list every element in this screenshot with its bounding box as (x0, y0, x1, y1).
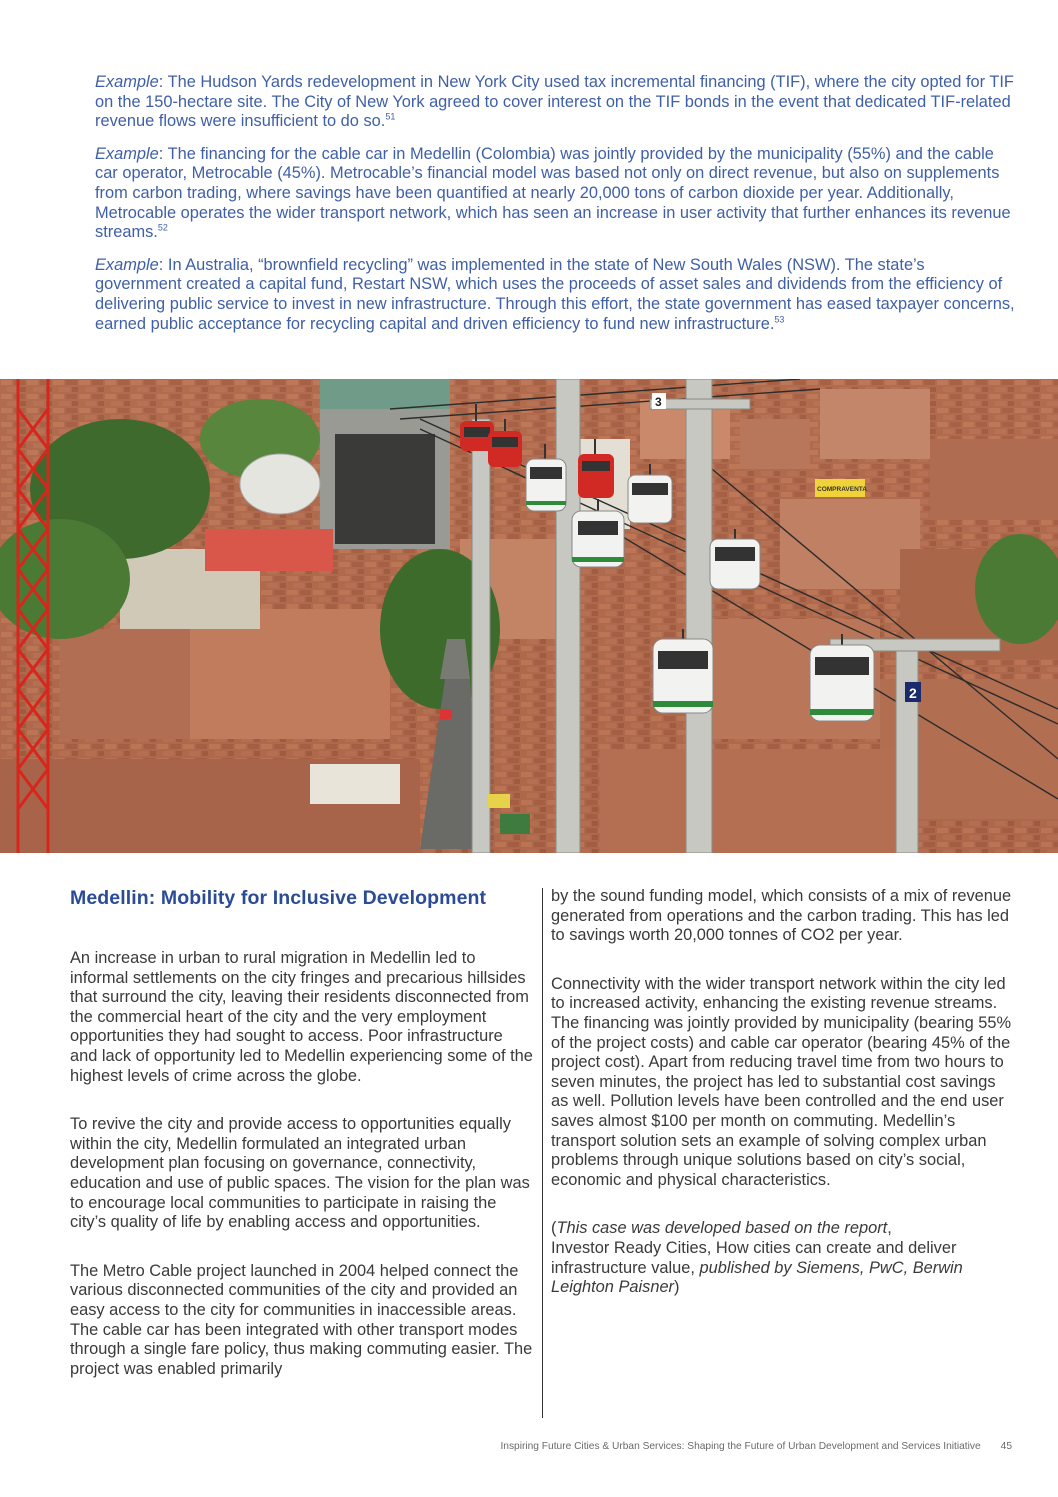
banner (815, 479, 867, 497)
example-text: : In Australia, “brownfield recycling” was implemented in the state of New South Wales (NSW). The state’s government created a capital fund, Restart NSW, which uses the proceeds of asset sales and dividends from the efficiency of delivering public service to invest in new infrastructure. Through this effort, the state government has eased taxpayer concerns, earned public acceptance for recycling capital and driven efficiency to fund new infrastructure. (95, 255, 1015, 333)
case-study-paragraph: The Metro Cable project launched in 2004 helped connect the various disconnected communities of the city and provided an easy access to the city for communities in inaccessible areas. The cable car has been integrated with other transport modes through a single fare policy, thus making commuting easier. The project was enabled primarily (70, 1261, 533, 1378)
example-label: Example (95, 144, 159, 163)
billboard (205, 529, 333, 571)
column-divider (542, 888, 543, 1418)
source-note-open: ( (551, 1219, 557, 1238)
cable-car-illustration (0, 379, 1058, 853)
case-study-title: Medellin: Mobility for Inclusive Development (70, 887, 487, 909)
case-study-left-column (70, 885, 534, 1408)
footnote-ref: 51 (385, 111, 396, 122)
example-paragraph (95, 73, 1015, 132)
example-paragraph (95, 145, 1015, 243)
example-label: Example (95, 255, 159, 274)
example-paragraph (95, 256, 1015, 334)
running-title: Inspiring Future Cities & Urban Services: Shaping the Future of Urban Development and Services Initiative (500, 1441, 981, 1452)
case-study-paragraph: To revive the city and provide access to opportunities equally within the city, Medellin formulated an integrated urban development plan focusing on governance, connectivity, education and use of public spaces. The vision for the plan was to encourage local communities to participate in raising the city’s quality of life by enabling access and opportunities. (70, 1115, 530, 1232)
source-note-close: ) (674, 1278, 680, 1297)
case-study-paragraph: Connectivity with the wider transport network within the city led to increased activity, enhancing the existing revenue streams. The financing was jointly provided by municipality (bearing 55% of the project costs) and cable car operator (bearing 45% of the project cost). Apart from reducing travel time from two hours to seven minutes, the project has led to substantial cost savings as well. Pollution levels have been controlled and the end user saves almost $100 per month on commuting. Medellin’s transport solution sets an example of solving complex urban problems through unique solutions based on city’s social, economic and physical characteristics. (551, 974, 1012, 1189)
source-note-comma: , (887, 1219, 892, 1238)
billboard-lower (310, 764, 400, 804)
example-label: Example (95, 73, 159, 91)
tower-number: 3 (655, 395, 662, 409)
page-number: 45 (1000, 1441, 1012, 1452)
case-study-paragraph: An increase in urban to rural migration in Medellin led to informal settlements on the city fringes and precarious hillsides that surround the city, leaving their residents disconnected from the commercial heart of the city and the very employment opportunities they had sought to access. Poor infrastructure and lack of opportunity led to Medellin experiencing some of the highest levels of crime across the globe. (70, 949, 533, 1085)
tower-number: 2 (909, 685, 917, 701)
case-study-paragraph: by the sound funding model, which consists of a mix of revenue generated from operations and the carbon trading. This has led to savings worth 20,000 tonnes of CO2 per year. (551, 887, 1012, 945)
case-study-right-column (551, 887, 1013, 1327)
example-text: : The Hudson Yards redevelopment in New York City used tax incremental financing (TIF), where the city opted for TIF on the 150-hectare site. The City of New York agreed to cover interest on the TIF bonds in the event that dedicated TIF-related revenue flows were insufficient to do so. (95, 73, 1014, 131)
example-text: : The financing for the cable car in Medellin (Colombia) was jointly provided by the municipality (55%) and the cable car operator, Metrocable (45%). Metrocable’s financial model was based not only on direct revenue, but also on supplements from carbon trading, where savings have been quantified at nearly 20,000 tons of carbon dioxide per year. Additionally, Metrocable operates the wider transport network, which has seen an increase in user activity that further enhances its revenue streams. (95, 144, 1011, 242)
footnote-ref: 52 (157, 222, 168, 233)
motorbike (440, 709, 452, 719)
footnote-ref: 53 (774, 314, 785, 325)
source-note-publishers: published by Siemens, PwC, Berwin Leighton Paisner (551, 1258, 963, 1297)
source-note (551, 1219, 1013, 1297)
examples-block (95, 73, 1015, 347)
source-note-intro: This case was developed based on the report (556, 1219, 888, 1238)
cable-car-photo (0, 379, 1058, 853)
taxi (488, 794, 510, 808)
banner-text: COMPRAVENTA (817, 486, 867, 493)
page-footer (490, 1441, 1012, 1452)
truck (500, 814, 530, 834)
source-note-report: Investor Ready Cities, How cities can create and deliver infrastructure value, (551, 1238, 957, 1277)
station-building (320, 379, 450, 549)
satellite-dish (240, 454, 320, 514)
